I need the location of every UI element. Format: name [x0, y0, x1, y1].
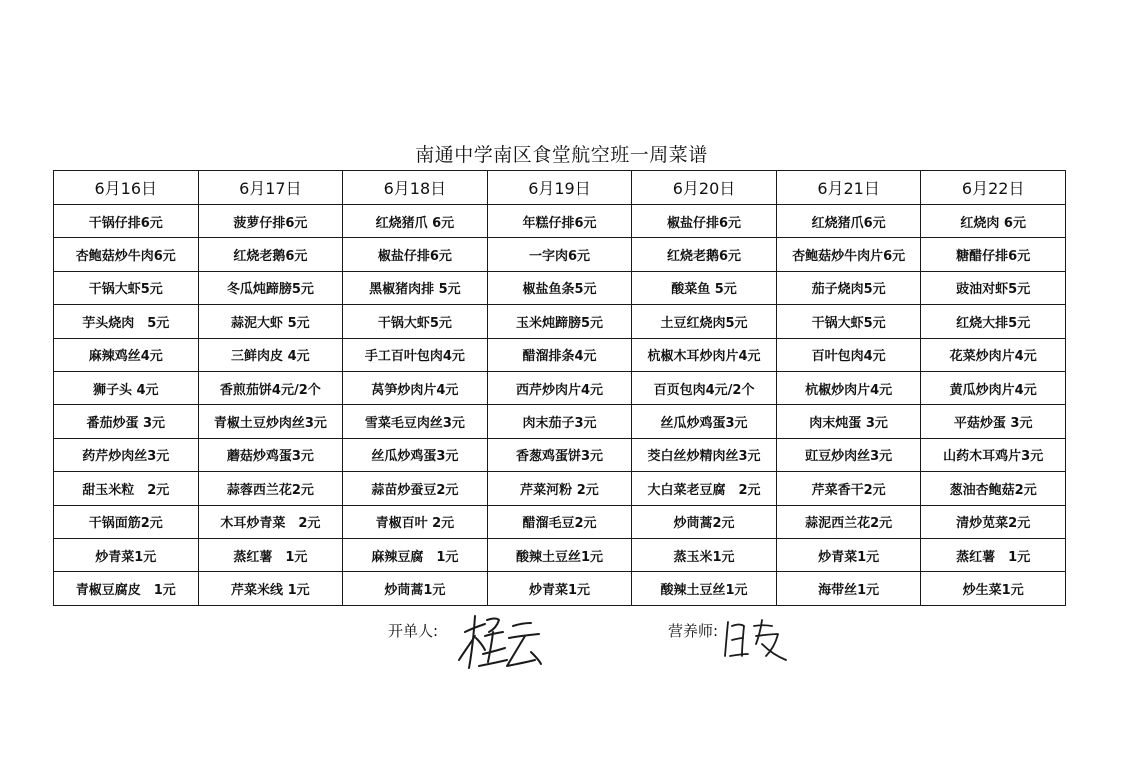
- dish-cell: 豉油对虾5元: [921, 271, 1066, 304]
- dish-cell: 红烧猪爪6元: [776, 205, 921, 238]
- dish-cell: 红烧老鹅6元: [198, 238, 343, 271]
- dish-cell: 椒盐仔排6元: [632, 205, 777, 238]
- menu-row: [54, 405, 1066, 438]
- dish-cell: 狮子头 4元: [54, 371, 199, 404]
- dish-cell: 茭白丝炒精肉丝3元: [632, 438, 777, 471]
- dish-cell: 蒸红薯 1元: [198, 538, 343, 571]
- dish-cell: 蒜蓉西兰花2元: [198, 472, 343, 505]
- dish-cell: 蒜泥西兰花2元: [776, 505, 921, 538]
- menu-row: [54, 371, 1066, 404]
- dish-cell: 海带丝1元: [776, 572, 921, 605]
- dish-cell: 糖醋仔排6元: [921, 238, 1066, 271]
- dish-cell: 红烧猪爪 6元: [343, 205, 488, 238]
- dish-cell: 椒盐仔排6元: [343, 238, 488, 271]
- dish-cell: 酸辣土豆丝1元: [632, 572, 777, 605]
- dish-cell: 年糕仔排6元: [487, 205, 632, 238]
- menu-row: [54, 472, 1066, 505]
- dish-cell: 丝瓜炒鸡蛋3元: [632, 405, 777, 438]
- dish-cell: 蒸玉米1元: [632, 538, 777, 571]
- dish-cell: 蘑菇炒鸡蛋3元: [198, 438, 343, 471]
- dish-cell: 番茄炒蛋 3元: [54, 405, 199, 438]
- day-header-row: [54, 171, 1066, 205]
- dish-cell: 莴笋炒肉片4元: [343, 371, 488, 404]
- dish-cell: 酸辣土豆丝1元: [487, 538, 632, 571]
- dish-cell: 丝瓜炒鸡蛋3元: [343, 438, 488, 471]
- dish-cell: 红烧老鹅6元: [632, 238, 777, 271]
- dish-cell: 芹菜米线 1元: [198, 572, 343, 605]
- dish-cell: 百页包肉4元/2个: [632, 371, 777, 404]
- dish-cell: 杭椒炒肉片4元: [776, 371, 921, 404]
- issuer-label: 开单人:: [388, 622, 439, 640]
- dish-cell: 干锅大虾5元: [54, 271, 199, 304]
- weekly-menu-table: [53, 170, 1066, 606]
- dish-cell: 干锅大虾5元: [343, 305, 488, 338]
- menu-table-header: [54, 171, 1066, 205]
- dish-cell: 麻辣豆腐 1元: [343, 538, 488, 571]
- dish-cell: 红烧肉 6元: [921, 205, 1066, 238]
- day-header-cell: 6月18日: [343, 171, 488, 205]
- dish-cell: 芹菜河粉 2元: [487, 472, 632, 505]
- dish-cell: 大白菜老豆腐 2元: [632, 472, 777, 505]
- dish-cell: 茄子烧肉5元: [776, 271, 921, 304]
- dish-cell: 平菇炒蛋 3元: [921, 405, 1066, 438]
- dish-cell: 冬瓜炖蹄膀5元: [198, 271, 343, 304]
- menu-row: [54, 305, 1066, 338]
- dietitian-signature: [722, 616, 790, 664]
- dish-cell: 干锅仔排6元: [54, 205, 199, 238]
- day-header-cell: 6月22日: [921, 171, 1066, 205]
- dish-cell: 清炒苋菜2元: [921, 505, 1066, 538]
- menu-row: [54, 572, 1066, 605]
- dish-cell: 肉末茄子3元: [487, 405, 632, 438]
- dish-cell: 三鲜肉皮 4元: [198, 338, 343, 371]
- dish-cell: 菠萝仔排6元: [198, 205, 343, 238]
- day-header-cell: 6月21日: [776, 171, 921, 205]
- dish-cell: 干锅大虾5元: [776, 305, 921, 338]
- dish-cell: 炒生菜1元: [921, 572, 1066, 605]
- dish-cell: 一字肉6元: [487, 238, 632, 271]
- dish-cell: 炒青菜1元: [487, 572, 632, 605]
- dish-cell: 炒青菜1元: [776, 538, 921, 571]
- day-header-cell: 6月19日: [487, 171, 632, 205]
- menu-row: [54, 438, 1066, 471]
- dish-cell: 药芹炒肉丝3元: [54, 438, 199, 471]
- day-header-cell: 6月16日: [54, 171, 199, 205]
- dish-cell: 青椒土豆炒肉丝3元: [198, 405, 343, 438]
- menu-row: [54, 271, 1066, 304]
- day-header-cell: 6月20日: [632, 171, 777, 205]
- dish-cell: 干锅面筋2元: [54, 505, 199, 538]
- dish-cell: 蒜泥大虾 5元: [198, 305, 343, 338]
- dish-cell: 芋头烧肉 5元: [54, 305, 199, 338]
- dish-cell: 蒸红薯 1元: [921, 538, 1066, 571]
- dish-cell: 西芹炒肉片4元: [487, 371, 632, 404]
- dish-cell: 豇豆炒肉丝3元: [776, 438, 921, 471]
- dish-cell: 木耳炒青菜 2元: [198, 505, 343, 538]
- dish-cell: 肉末炖蛋 3元: [776, 405, 921, 438]
- dish-cell: 杭椒木耳炒肉片4元: [632, 338, 777, 371]
- dish-cell: 青椒百叶 2元: [343, 505, 488, 538]
- dish-cell: 炒茼蒿2元: [632, 505, 777, 538]
- dish-cell: 山药木耳鸡片3元: [921, 438, 1066, 471]
- dish-cell: 葱油杏鲍菇2元: [921, 472, 1066, 505]
- menu-table-body: [54, 205, 1066, 606]
- dish-cell: 甜玉米粒 2元: [54, 472, 199, 505]
- menu-row: [54, 338, 1066, 371]
- dish-cell: 麻辣鸡丝4元: [54, 338, 199, 371]
- dish-cell: 醋溜排条4元: [487, 338, 632, 371]
- menu-row: [54, 505, 1066, 538]
- dish-cell: 炒青菜1元: [54, 538, 199, 571]
- dietitian-label: 营养师:: [668, 622, 719, 640]
- dish-cell: 土豆红烧肉5元: [632, 305, 777, 338]
- issuer-signature: [455, 606, 550, 678]
- dish-cell: 香煎茄饼4元/2个: [198, 371, 343, 404]
- dish-cell: 炒茼蒿1元: [343, 572, 488, 605]
- dish-cell: 黑椒猪肉排 5元: [343, 271, 488, 304]
- menu-row: [54, 238, 1066, 271]
- day-header-cell: 6月17日: [198, 171, 343, 205]
- dish-cell: 雪菜毛豆肉丝3元: [343, 405, 488, 438]
- dish-cell: 百叶包肉4元: [776, 338, 921, 371]
- dish-cell: 杏鲍菇炒牛肉片6元: [776, 238, 921, 271]
- dish-cell: 酸菜鱼 5元: [632, 271, 777, 304]
- dish-cell: 手工百叶包肉4元: [343, 338, 488, 371]
- dish-cell: 杏鲍菇炒牛肉6元: [54, 238, 199, 271]
- dish-cell: 香葱鸡蛋饼3元: [487, 438, 632, 471]
- dish-cell: 花菜炒肉片4元: [921, 338, 1066, 371]
- dish-cell: 椒盐鱼条5元: [487, 271, 632, 304]
- menu-row: [54, 538, 1066, 571]
- document-title: 南通中学南区食堂航空班一周菜谱: [415, 144, 708, 166]
- dish-cell: 醋溜毛豆2元: [487, 505, 632, 538]
- dish-cell: 蒜苗炒蚕豆2元: [343, 472, 488, 505]
- menu-row: [54, 205, 1066, 238]
- dish-cell: 玉米炖蹄膀5元: [487, 305, 632, 338]
- dish-cell: 红烧大排5元: [921, 305, 1066, 338]
- dish-cell: 黄瓜炒肉片4元: [921, 371, 1066, 404]
- dish-cell: 青椒豆腐皮 1元: [54, 572, 199, 605]
- dish-cell: 芹菜香干2元: [776, 472, 921, 505]
